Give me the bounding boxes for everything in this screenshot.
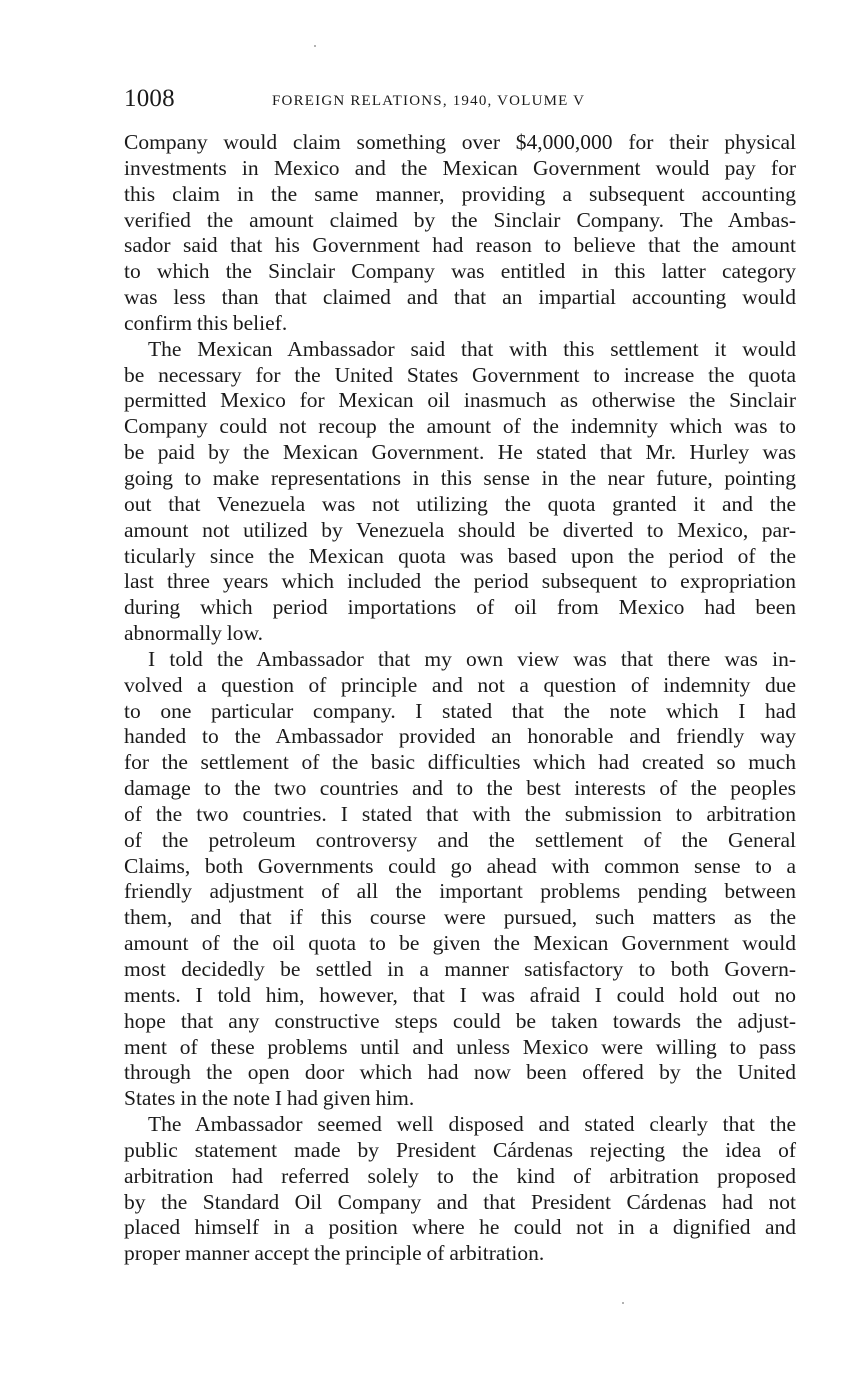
- running-title: FOREIGN RELATIONS, 1940, VOLUME V: [272, 93, 586, 109]
- text-line: last three years which included the period subsequent to expropriation: [124, 569, 796, 594]
- text-line: of the two countries. I stated that with the submission to arbitration: [124, 801, 796, 826]
- text-line: Company would claim something over $4,000,000 for their physical: [124, 130, 796, 154]
- text-line: by the Standard Oil Company and that President Cárdenas had not: [124, 1189, 796, 1214]
- text-line: Claims, both Governments could go ahead with common sense to a: [124, 853, 796, 878]
- text-line: verified the amount claimed by the Sinclair Company. The Ambas-: [124, 207, 796, 232]
- text-line: be necessary for the United States Government to increase the quota: [124, 362, 796, 387]
- text-line: ments. I told him, however, that I was afraid I could hold out no: [124, 982, 796, 1007]
- text-line: States in the note I had given him.: [124, 1086, 415, 1111]
- text-line: them, and that if this course were pursued, such matters as the: [124, 905, 796, 930]
- text-line: damage to the two countries and to the best interests of the peoples: [124, 776, 796, 801]
- paragraph: [124, 130, 796, 337]
- text-line: Company could not recoup the amount of the indemnity which was to: [124, 414, 796, 439]
- text-line: arbitration had referred solely to the kind of arbitration proposed: [124, 1163, 796, 1188]
- text-line: friendly adjustment of all the important problems pending between: [124, 879, 796, 904]
- text-line: amount not utilized by Venezuela should be diverted to Mexico, par-: [124, 517, 796, 542]
- page-number: 1008: [124, 85, 175, 112]
- body-text: [124, 130, 796, 1267]
- paragraph: [124, 647, 796, 1112]
- scan-speck: [622, 1302, 624, 1304]
- text-line: sador said that his Government had reason to believe that the amount: [124, 233, 796, 258]
- text-line: this claim in the same manner, providing a subsequent accounting: [124, 181, 796, 206]
- text-line: of the petroleum controversy and the settlement of the General: [124, 827, 796, 852]
- text-line: most decidedly be settled in a manner satisfactory to both Govern-: [124, 957, 796, 981]
- text-line: hope that any constructive steps could be taken towards the adjust-: [124, 1008, 796, 1033]
- text-line: permitted Mexico for Mexican oil inasmuch as otherwise the Sinclair: [124, 388, 796, 413]
- scan-speck: [314, 45, 316, 47]
- text-line: was less than that claimed and that an impartial accounting would: [124, 285, 796, 310]
- text-line: investments in Mexico and the Mexican Government would pay for: [124, 155, 796, 180]
- text-line: I told the Ambassador that my own view was that there was in-: [148, 646, 796, 671]
- text-line: amount of the oil quota to be given the Mexican Government would: [124, 931, 796, 956]
- text-line: to which the Sinclair Company was entitled in this latter category: [124, 259, 796, 284]
- text-line: volved a question of principle and not a question of indemnity due: [124, 672, 796, 697]
- paragraph: [124, 337, 796, 647]
- text-line: placed himself in a position where he could not in a dignified and: [124, 1215, 796, 1240]
- text-line: out that Venezuela was not utilizing the quota granted it and the: [124, 491, 796, 516]
- text-line: The Ambassador seemed well disposed and stated clearly that the: [148, 1112, 796, 1137]
- text-line: abnormally low.: [124, 621, 264, 646]
- text-line: ticularly since the Mexican quota was based upon the period of the: [124, 543, 796, 568]
- text-line: through the open door which had now been offered by the United: [124, 1060, 796, 1085]
- text-line: confirm this belief.: [124, 310, 288, 335]
- text-line: proper manner accept the principle of arbitration.: [124, 1241, 545, 1266]
- text-line: for the settlement of the basic difficulties which had created so much: [124, 750, 796, 775]
- text-line: ment of these problems until and unless Mexico were willing to pass: [124, 1034, 796, 1059]
- paragraph: [124, 1112, 796, 1267]
- text-line: to one particular company. I stated that the note which I had: [124, 698, 796, 723]
- running-header: [124, 84, 796, 118]
- text-line: going to make representations in this sense in the near future, pointing: [124, 465, 796, 490]
- text-line: public statement made by President Cárdenas rejecting the idea of: [124, 1137, 796, 1162]
- text-line: handed to the Ambassador provided an honorable and friendly way: [124, 724, 796, 749]
- text-line: be paid by the Mexican Government. He stated that Mr. Hurley was: [124, 440, 796, 465]
- text-line: The Mexican Ambassador said that with this settlement it would: [148, 336, 796, 361]
- text-line: during which period importations of oil from Mexico had been: [124, 595, 796, 620]
